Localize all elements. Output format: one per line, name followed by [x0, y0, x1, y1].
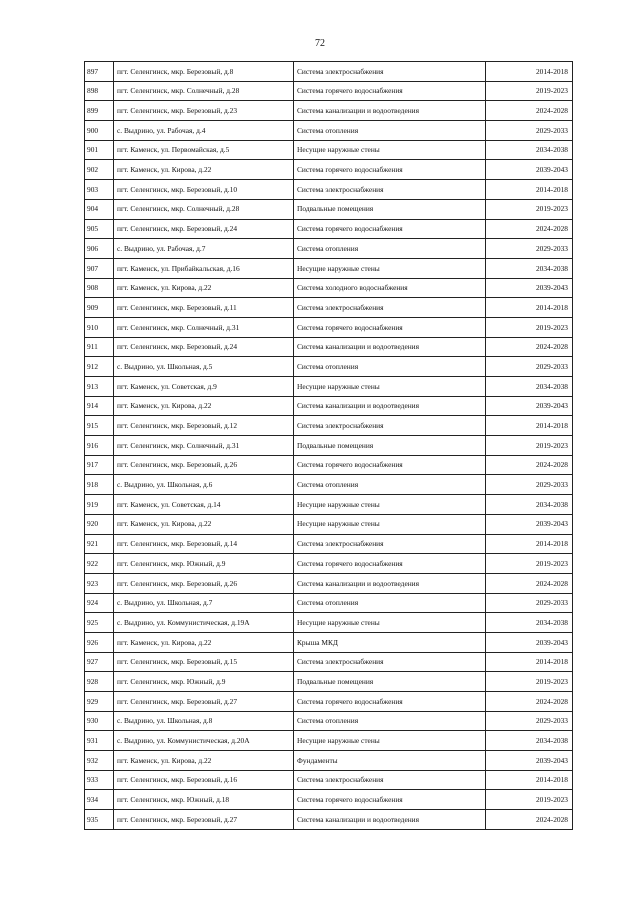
system-name-cell: Несущие наружные стены — [294, 613, 486, 633]
system-name-cell: Система электроснабжения — [294, 652, 486, 672]
row-number-cell: 923 — [85, 573, 114, 593]
table-row — [85, 573, 573, 593]
table-row — [85, 140, 573, 160]
row-number-cell: 898 — [85, 81, 114, 101]
row-number-cell: 917 — [85, 455, 114, 475]
row-number-cell: 903 — [85, 180, 114, 200]
row-number-cell: 914 — [85, 396, 114, 416]
period-cell: 2029-2033 — [486, 121, 573, 141]
system-name-cell: Крыша МКД — [294, 632, 486, 652]
period-cell: 2019-2023 — [486, 199, 573, 219]
system-name-cell: Несущие наружные стены — [294, 731, 486, 751]
address-cell: пгт. Селенгинск, мкр. Березовый, д.11 — [114, 298, 294, 318]
system-name-cell: Система канализации и водоотведения — [294, 396, 486, 416]
table-row — [85, 436, 573, 456]
system-name-cell: Система горячего водоснабжения — [294, 81, 486, 101]
system-name-cell: Система электроснабжения — [294, 416, 486, 436]
system-name-cell: Система горячего водоснабжения — [294, 317, 486, 337]
row-number-cell: 920 — [85, 514, 114, 534]
address-cell: пгт. Каменск, ул. Кирова, д.22 — [114, 278, 294, 298]
address-cell: пгт. Селенгинск, мкр. Южный, д.9 — [114, 554, 294, 574]
period-cell: 2024-2028 — [486, 455, 573, 475]
row-number-cell: 912 — [85, 357, 114, 377]
address-cell: пгт. Каменск, ул. Первомайская, д.5 — [114, 140, 294, 160]
system-name-cell: Система канализации и водоотведения — [294, 337, 486, 357]
period-cell: 2029-2033 — [486, 475, 573, 495]
address-cell: пгт. Каменск, ул. Кирова, д.22 — [114, 396, 294, 416]
table-row — [85, 672, 573, 692]
address-cell: с. Выдрино, ул. Рабочая, д.4 — [114, 121, 294, 141]
address-cell: пгт. Селенгинск, мкр. Березовый, д.8 — [114, 62, 294, 82]
period-cell: 2019-2023 — [486, 672, 573, 692]
row-number-cell: 911 — [85, 337, 114, 357]
period-cell: 2029-2033 — [486, 239, 573, 259]
address-cell: пгт. Селенгинск, мкр. Солнечный, д.31 — [114, 436, 294, 456]
period-cell: 2024-2028 — [486, 337, 573, 357]
address-cell: с. Выдрино, ул. Коммунистическая, д.19А — [114, 613, 294, 633]
period-cell: 2034-2038 — [486, 731, 573, 751]
table-row — [85, 101, 573, 121]
system-name-cell: Система горячего водоснабжения — [294, 692, 486, 712]
table-body — [85, 62, 573, 830]
system-name-cell: Несущие наружные стены — [294, 514, 486, 534]
address-cell: с. Выдрино, ул. Школьная, д.5 — [114, 357, 294, 377]
period-cell: 2014-2018 — [486, 652, 573, 672]
table-row — [85, 534, 573, 554]
row-number-cell: 899 — [85, 101, 114, 121]
address-cell: пгт. Селенгинск, мкр. Березовый, д.24 — [114, 219, 294, 239]
address-cell: пгт. Каменск, ул. Прибайкальская, д.16 — [114, 258, 294, 278]
period-cell: 2024-2028 — [486, 810, 573, 830]
row-number-cell: 918 — [85, 475, 114, 495]
system-name-cell: Система горячего водоснабжения — [294, 790, 486, 810]
row-number-cell: 929 — [85, 692, 114, 712]
period-cell: 2034-2038 — [486, 258, 573, 278]
address-cell: с. Выдрино, ул. Рабочая, д.7 — [114, 239, 294, 259]
period-cell: 2039-2043 — [486, 514, 573, 534]
address-cell: с. Выдрино, ул. Коммунистическая, д.20А — [114, 731, 294, 751]
system-name-cell: Система канализации и водоотведения — [294, 101, 486, 121]
period-cell: 2039-2043 — [486, 632, 573, 652]
period-cell: 2019-2023 — [486, 436, 573, 456]
system-name-cell: Несущие наружные стены — [294, 495, 486, 515]
row-number-cell: 906 — [85, 239, 114, 259]
period-cell: 2014-2018 — [486, 62, 573, 82]
address-cell: пгт. Селенгинск, мкр. Березовый, д.12 — [114, 416, 294, 436]
table-row — [85, 278, 573, 298]
table-row — [85, 475, 573, 495]
system-name-cell: Несущие наружные стены — [294, 140, 486, 160]
system-name-cell: Система канализации и водоотведения — [294, 810, 486, 830]
row-number-cell: 908 — [85, 278, 114, 298]
system-name-cell: Система электроснабжения — [294, 298, 486, 318]
row-number-cell: 902 — [85, 160, 114, 180]
table-row — [85, 810, 573, 830]
period-cell: 2029-2033 — [486, 711, 573, 731]
system-name-cell: Система электроснабжения — [294, 62, 486, 82]
table-row — [85, 416, 573, 436]
address-cell: пгт. Каменск, ул. Кирова, д.22 — [114, 751, 294, 771]
address-cell: пгт. Селенгинск, мкр. Березовый, д.26 — [114, 455, 294, 475]
table-row — [85, 593, 573, 613]
system-name-cell: Подвальные помещения — [294, 199, 486, 219]
period-cell: 2014-2018 — [486, 770, 573, 790]
row-number-cell: 927 — [85, 652, 114, 672]
period-cell: 2039-2043 — [486, 396, 573, 416]
system-name-cell: Система канализации и водоотведения — [294, 573, 486, 593]
period-cell: 2034-2038 — [486, 377, 573, 397]
address-cell: с. Выдрино, ул. Школьная, д.6 — [114, 475, 294, 495]
period-cell: 2024-2028 — [486, 219, 573, 239]
system-name-cell: Несущие наружные стены — [294, 377, 486, 397]
row-number-cell: 910 — [85, 317, 114, 337]
period-cell: 2019-2023 — [486, 554, 573, 574]
system-name-cell: Фундаменты — [294, 751, 486, 771]
row-number-cell: 932 — [85, 751, 114, 771]
row-number-cell: 922 — [85, 554, 114, 574]
period-cell: 2019-2023 — [486, 317, 573, 337]
table-row — [85, 180, 573, 200]
address-cell: пгт. Каменск, ул. Советская, д.14 — [114, 495, 294, 515]
table-row — [85, 81, 573, 101]
row-number-cell: 916 — [85, 436, 114, 456]
address-cell: пгт. Селенгинск, мкр. Березовый, д.24 — [114, 337, 294, 357]
address-cell: пгт. Селенгинск, мкр. Березовый, д.27 — [114, 692, 294, 712]
system-name-cell: Несущие наружные стены — [294, 258, 486, 278]
address-cell: пгт. Каменск, ул. Кирова, д.22 — [114, 160, 294, 180]
address-cell: пгт. Селенгинск, мкр. Березовый, д.27 — [114, 810, 294, 830]
system-name-cell: Система горячего водоснабжения — [294, 219, 486, 239]
period-cell: 2034-2038 — [486, 140, 573, 160]
row-number-cell: 915 — [85, 416, 114, 436]
period-cell: 2014-2018 — [486, 180, 573, 200]
system-name-cell: Система электроснабжения — [294, 534, 486, 554]
row-number-cell: 926 — [85, 632, 114, 652]
period-cell: 2014-2018 — [486, 298, 573, 318]
row-number-cell: 919 — [85, 495, 114, 515]
period-cell: 2039-2043 — [486, 751, 573, 771]
repair-schedule-table-wrap — [84, 61, 572, 830]
table-row — [85, 770, 573, 790]
row-number-cell: 928 — [85, 672, 114, 692]
row-number-cell: 901 — [85, 140, 114, 160]
period-cell: 2029-2033 — [486, 357, 573, 377]
row-number-cell: 904 — [85, 199, 114, 219]
row-number-cell: 930 — [85, 711, 114, 731]
table-row — [85, 514, 573, 534]
system-name-cell: Система отопления — [294, 121, 486, 141]
table-row — [85, 337, 573, 357]
row-number-cell: 909 — [85, 298, 114, 318]
system-name-cell: Система отопления — [294, 357, 486, 377]
table-row — [85, 396, 573, 416]
page-number: 72 — [315, 38, 325, 49]
row-number-cell: 934 — [85, 790, 114, 810]
table-row — [85, 219, 573, 239]
table-row — [85, 455, 573, 475]
table-row — [85, 711, 573, 731]
address-cell: пгт. Селенгинск, мкр. Солнечный, д.28 — [114, 199, 294, 219]
row-number-cell: 935 — [85, 810, 114, 830]
system-name-cell: Система электроснабжения — [294, 770, 486, 790]
address-cell: пгт. Селенгинск, мкр. Березовый, д.15 — [114, 652, 294, 672]
table-row — [85, 377, 573, 397]
row-number-cell: 897 — [85, 62, 114, 82]
row-number-cell: 900 — [85, 121, 114, 141]
repair-schedule-table — [84, 61, 573, 830]
row-number-cell: 933 — [85, 770, 114, 790]
row-number-cell: 925 — [85, 613, 114, 633]
system-name-cell: Система электроснабжения — [294, 180, 486, 200]
table-row — [85, 751, 573, 771]
period-cell: 2029-2033 — [486, 593, 573, 613]
system-name-cell: Система горячего водоснабжения — [294, 554, 486, 574]
period-cell: 2019-2023 — [486, 790, 573, 810]
table-row — [85, 613, 573, 633]
table-row — [85, 790, 573, 810]
address-cell: пгт. Селенгинск, мкр. Березовый, д.23 — [114, 101, 294, 121]
address-cell: пгт. Селенгинск, мкр. Березовый, д.14 — [114, 534, 294, 554]
system-name-cell: Подвальные помещения — [294, 672, 486, 692]
system-name-cell: Система холодного водоснабжения — [294, 278, 486, 298]
address-cell: пгт. Селенгинск, мкр. Березовый, д.10 — [114, 180, 294, 200]
table-row — [85, 731, 573, 751]
period-cell: 2039-2043 — [486, 278, 573, 298]
table-row — [85, 62, 573, 82]
address-cell: пгт. Каменск, ул. Кирова, д.22 — [114, 514, 294, 534]
period-cell: 2024-2028 — [486, 101, 573, 121]
system-name-cell: Система горячего водоснабжения — [294, 455, 486, 475]
period-cell: 2014-2018 — [486, 416, 573, 436]
period-cell: 2039-2043 — [486, 160, 573, 180]
address-cell: пгт. Селенгинск, мкр. Солнечный, д.31 — [114, 317, 294, 337]
address-cell: пгт. Селенгинск, мкр. Березовый, д.16 — [114, 770, 294, 790]
table-row — [85, 258, 573, 278]
row-number-cell: 924 — [85, 593, 114, 613]
row-number-cell: 905 — [85, 219, 114, 239]
address-cell: пгт. Каменск, ул. Советская, д.9 — [114, 377, 294, 397]
system-name-cell: Система горячего водоснабжения — [294, 160, 486, 180]
table-row — [85, 298, 573, 318]
table-row — [85, 692, 573, 712]
system-name-cell: Система отопления — [294, 239, 486, 259]
period-cell: 2014-2018 — [486, 534, 573, 554]
system-name-cell: Система отопления — [294, 711, 486, 731]
address-cell: пгт. Селенгинск, мкр. Южный, д.18 — [114, 790, 294, 810]
period-cell: 2034-2038 — [486, 613, 573, 633]
row-number-cell: 931 — [85, 731, 114, 751]
system-name-cell: Система отопления — [294, 475, 486, 495]
system-name-cell: Подвальные помещения — [294, 436, 486, 456]
row-number-cell: 907 — [85, 258, 114, 278]
table-row — [85, 121, 573, 141]
table-row — [85, 239, 573, 259]
table-row — [85, 495, 573, 515]
table-row — [85, 199, 573, 219]
address-cell: пгт. Селенгинск, мкр. Березовый, д.26 — [114, 573, 294, 593]
address-cell: с. Выдрино, ул. Школьная, д.8 — [114, 711, 294, 731]
period-cell: 2034-2038 — [486, 495, 573, 515]
row-number-cell: 921 — [85, 534, 114, 554]
system-name-cell: Система отопления — [294, 593, 486, 613]
address-cell: пгт. Селенгинск, мкр. Солнечный, д.28 — [114, 81, 294, 101]
address-cell: пгт. Каменск, ул. Кирова, д.22 — [114, 632, 294, 652]
period-cell: 2024-2028 — [486, 692, 573, 712]
table-row — [85, 357, 573, 377]
table-row — [85, 554, 573, 574]
table-row — [85, 632, 573, 652]
table-row — [85, 317, 573, 337]
address-cell: пгт. Селенгинск, мкр. Южный, д.9 — [114, 672, 294, 692]
table-row — [85, 160, 573, 180]
address-cell: с. Выдрино, ул. Школьная, д.7 — [114, 593, 294, 613]
period-cell: 2024-2028 — [486, 573, 573, 593]
period-cell: 2019-2023 — [486, 81, 573, 101]
row-number-cell: 913 — [85, 377, 114, 397]
table-row — [85, 652, 573, 672]
